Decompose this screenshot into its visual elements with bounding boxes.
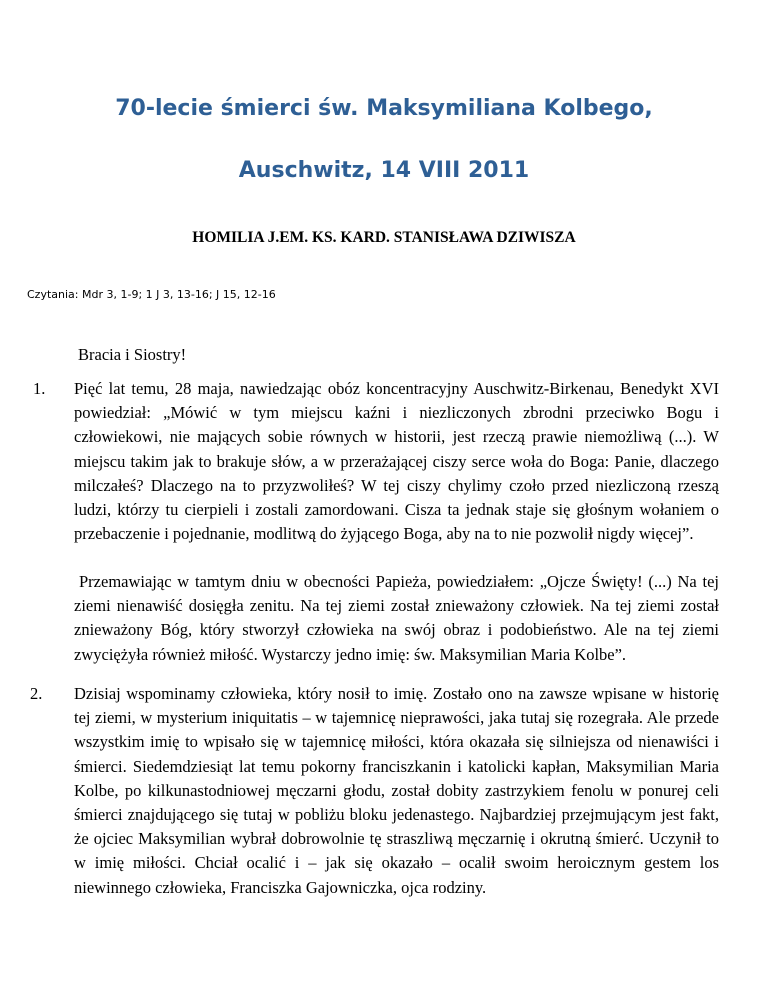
paragraph-1 [33, 377, 719, 546]
greeting: Bracia i Siostry! [78, 345, 187, 364]
document-title-line-1: 70-lecie śmierci św. Maksymiliana Kolbego, [115, 96, 653, 121]
paragraph-2 [74, 570, 719, 667]
paragraph-3 [30, 682, 719, 900]
document-title-line-2: Auschwitz, 14 VIII 2011 [238, 158, 530, 183]
paragraph-number: 1. [33, 379, 46, 398]
paragraph-text: Dzisiaj wspominamy człowieka, który nosił to imię. Zostało ono na zawsze wpisane w historię tej ziemi, w mysterium iniquitatis – w tajemnicę nieprawości, jaka tutaj się rozegrała. Ale przede wszystkim imię to wpisało się w tajemnicę miłości, która okazała się silniejsza od nienawiści i śmierci. Siedemdziesiąt lat temu pokorny franciszkanin i katolicki kapłan, Maksymilian Maria Kolbe, po kilkunastodniowej męczarni głodu, został dobity zastrzykiem fenolu w ponurej celi śmierci znajdującego się tutaj w pobliżu bloku jedenastego. Najbardziej przejmującym jest fakt, że ojciec Maksymilian wybrał dobrowolnie tę straszliwą męczarnię i okrutną śmierć. Uczynił to w imię miłości. Chciał ocalić i – jak się okazało – ocalił swoim heroicznym gestem los niewinnego człowieka, Franciszka Gajowniczka, ojca rodziny. [74, 684, 719, 897]
readings-line: Czytania: Mdr 3, 1-9; 1 J 3, 13-16; J 15, 12-16 [27, 288, 276, 301]
paragraph-text: Pięć lat temu, 28 maja, nawiedzając obóz koncentracyjny Auschwitz-Birkenau, Benedykt XVI powiedział: „Mówić w tym miejscu kaźni i niezliczonych zbrodni przeciwko Bogu i człowiekowi, nie mających sobie równych w historii, jest rzeczą prawie niemożliwą (...). W miejscu takim jak to brakuje słów, a w przerażającej ciszy serce woła do Boga: Panie, dlaczego milczałeś? Dlaczego na to przyzwoliłeś? W tej ciszy chylimy czoło przed niezliczoną rzeszą ludzi, którzy tu cierpieli i zostali zamordowani. Cisza ta jednak staje się głośnym wołaniem o przebaczenie i pojednanie, modlitwą do żyjącego Boga, aby na to nie pozwolił nigdy więcej”. [74, 379, 719, 544]
paragraph-text: Przemawiając w tamtym dniu w obecności Papieża, powiedziałem: „Ojcze Święty! (...) Na tej ziemi nienawiść dosięgła zenitu. Na tej ziemi został znieważony człowiek. Na tej ziemi został znieważony Bóg, który stworzył człowieka na swój obraz i podobieństwo. Ale na tej ziemi zwyciężyła również miłość. Wystarczy jedno imię: św. Maksymilian Maria Kolbe”. [74, 572, 719, 664]
homily-subtitle: HOMILIA J.EM. KS. KARD. STANISŁAWA DZIWISZA [192, 229, 576, 246]
paragraph-number: 2. [30, 684, 43, 703]
